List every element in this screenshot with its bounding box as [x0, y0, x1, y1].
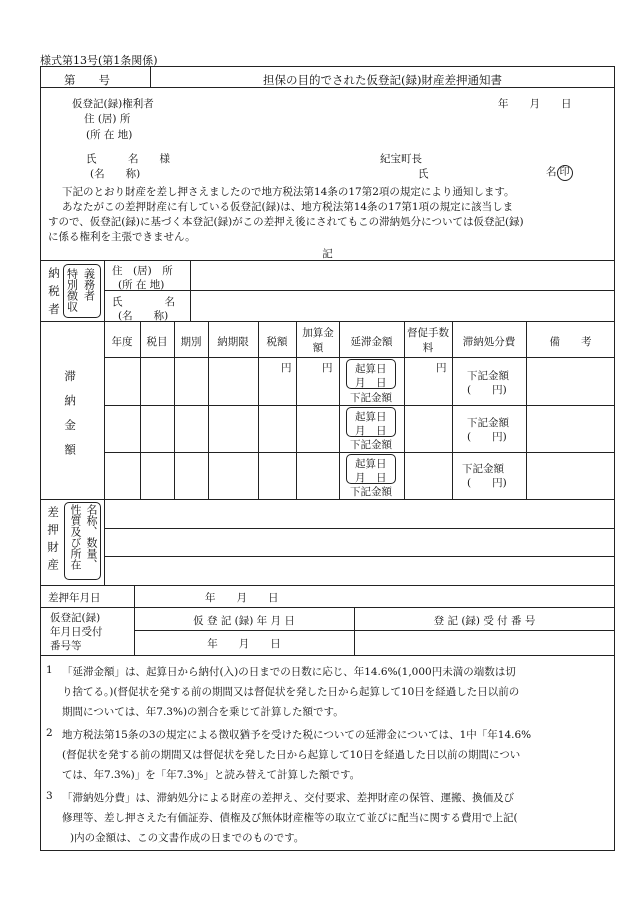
body-paragraph-2-line-2: すので、仮登記(録)に基づく本登記(録)がこの差押え後にされてもこの滞納処分については仮登記(録) — [48, 216, 524, 228]
taxpayer-address-label: 住 (居) 所 — [112, 265, 173, 277]
col-tax-item: 税目 — [146, 336, 168, 348]
col-disposition-cost: 滞納処分費 — [462, 336, 516, 348]
demand-fee-yen-unit: 円 — [436, 362, 447, 374]
note-number: 3 — [46, 790, 53, 802]
note-line: )内の金額は、この文書作成の日までのものです。 — [70, 832, 305, 844]
registration-label-3: 番号等 — [50, 640, 82, 652]
note-line: 修理等、差し押さえた有価証券、債権及び無体財産権等の取立て並びに配当に関する費用で上記( — [62, 812, 518, 824]
issuer-name-label: 氏 — [418, 168, 429, 180]
col-additional: 加算金額 — [302, 327, 334, 354]
taxpayer-location-label: (所 在 地) — [118, 279, 165, 291]
seized-property-label: 差押財産 — [46, 506, 61, 576]
kisan-label: 起算日 — [355, 458, 387, 470]
form-id: 様式第13号(第1条関係) — [40, 54, 158, 67]
note-line: 「滞納処分費」は、滞納処分による財産の差押え、交付要求、差押財産の保管、運搬、換価及び — [62, 792, 515, 804]
registration-label-2: 年月日受付 — [50, 626, 103, 638]
kaki-label: 下記金額 — [350, 392, 392, 404]
kisan-date: 月 日 — [355, 425, 387, 437]
note-line: り捨てる。)(督促状を発する前の期間又は督促状を発した日から起算して10日を経過した日以前の — [62, 686, 520, 698]
additional-yen-unit: 円 — [322, 362, 333, 374]
col-due-date: 納期限 — [217, 336, 249, 348]
tokubetsu-label: 特別徴収 — [65, 268, 79, 312]
number-label: 第 号 — [64, 73, 110, 87]
col-remarks: 備 考 — [549, 336, 592, 348]
arrears-label: 滞納金額 — [63, 370, 78, 468]
kaki-label: 下記金額 — [350, 439, 392, 451]
tax-yen-unit: 円 — [281, 362, 292, 374]
registration-date-header: 仮 登 記 (録) 年 月 日 — [193, 615, 295, 627]
document-title: 担保の目的でされた仮登記(録)財産差押通知書 — [263, 73, 502, 87]
seized-bracket-label: 名称、数量、性質及び所在 — [69, 504, 98, 570]
note-line: (督促状を発する前の期間又は督促状を発した日から起算して10日を経過した日以前の期間につい — [62, 749, 521, 761]
taxpayer-label: 納税者 — [48, 266, 60, 316]
note-line: 「延滞金額」は、起算日から納付(入)の日までの日数に応じ、年14.6%(1,000円未満の端数は切 — [62, 666, 516, 678]
kaki-label: 下記金額 — [350, 486, 392, 498]
seal-prefix: 名 — [546, 166, 557, 178]
disposition-amount: ( 円) — [467, 431, 507, 443]
disposition-amount: ( 円) — [467, 477, 507, 489]
col-tax-amount: 税額 — [266, 336, 288, 348]
disposition-kaki: 下記金額 — [467, 417, 509, 429]
location-label: (所 在 地) — [86, 129, 133, 141]
body-paragraph-2-line-3: に係る権利を主張できません。 — [48, 231, 196, 243]
taxpayer-name-label: 氏 名 — [112, 296, 175, 308]
note-line: 期間については、年7.3%)の割合を乗じて計算した額です。 — [62, 706, 344, 718]
note-line: ては、年7.3%)」を「年7.3%」と読み替えて計算した額です。 — [62, 769, 361, 781]
col-delinquency: 延滞金額 — [350, 336, 393, 348]
registration-number-header: 登 記 (録) 受 付 番 号 — [433, 615, 536, 627]
col-period: 期別 — [180, 336, 202, 348]
disposition-kaki: 下記金額 — [462, 463, 504, 475]
body-paragraph-1: 下記のとおり財産を差し押さえましたので地方税法第14条の17第2項の規定により通知します。 — [62, 186, 515, 198]
kisan-label: 起算日 — [355, 363, 387, 375]
disposition-amount: ( 円) — [467, 384, 507, 396]
disposition-kaki: 下記金額 — [467, 370, 509, 382]
addressee-title-label: (名 称) — [90, 168, 141, 180]
note-number: 1 — [46, 664, 53, 676]
notice-date: 年 月 日 — [498, 98, 572, 110]
kisan-date: 月 日 — [355, 377, 387, 389]
addressee-name-label: 氏 名 様 — [86, 153, 170, 165]
col-year: 年度 — [111, 336, 133, 348]
address-label: 住 (居) 所 — [84, 113, 131, 125]
col-demand-fee: 督促手数料 — [407, 327, 449, 354]
seal-mark: 印 — [557, 165, 573, 181]
issuer: 紀宝町長 — [380, 153, 422, 165]
seizure-date-label: 差押年月日 — [48, 592, 101, 604]
taxpayer-title-label: (名 称) — [118, 310, 169, 322]
registration-label-1: 仮登記(録) — [50, 612, 101, 624]
kisan-date: 月 日 — [355, 472, 387, 484]
gimusha-label: 義務者 — [82, 268, 96, 301]
holder-label: 仮登記(録)権利者 — [72, 98, 154, 110]
kisan-label: 起算日 — [355, 411, 387, 423]
seizure-date-value: 年 月 日 — [205, 592, 279, 604]
note-line: 地方税法第15条の3の規定による徴収猶予を受けた税についての延滞金については、1中「年14.6% — [62, 729, 532, 741]
registration-date-value: 年 月 日 — [207, 638, 281, 650]
issuer-seal — [546, 164, 573, 181]
body-paragraph-2-line-1: あなたがこの差押財産に有している仮登記(録)は、地方税法第14条の17第1項の規定に該当しま — [62, 201, 514, 213]
note-number: 2 — [46, 727, 53, 739]
ki-heading: 記 — [322, 248, 333, 260]
